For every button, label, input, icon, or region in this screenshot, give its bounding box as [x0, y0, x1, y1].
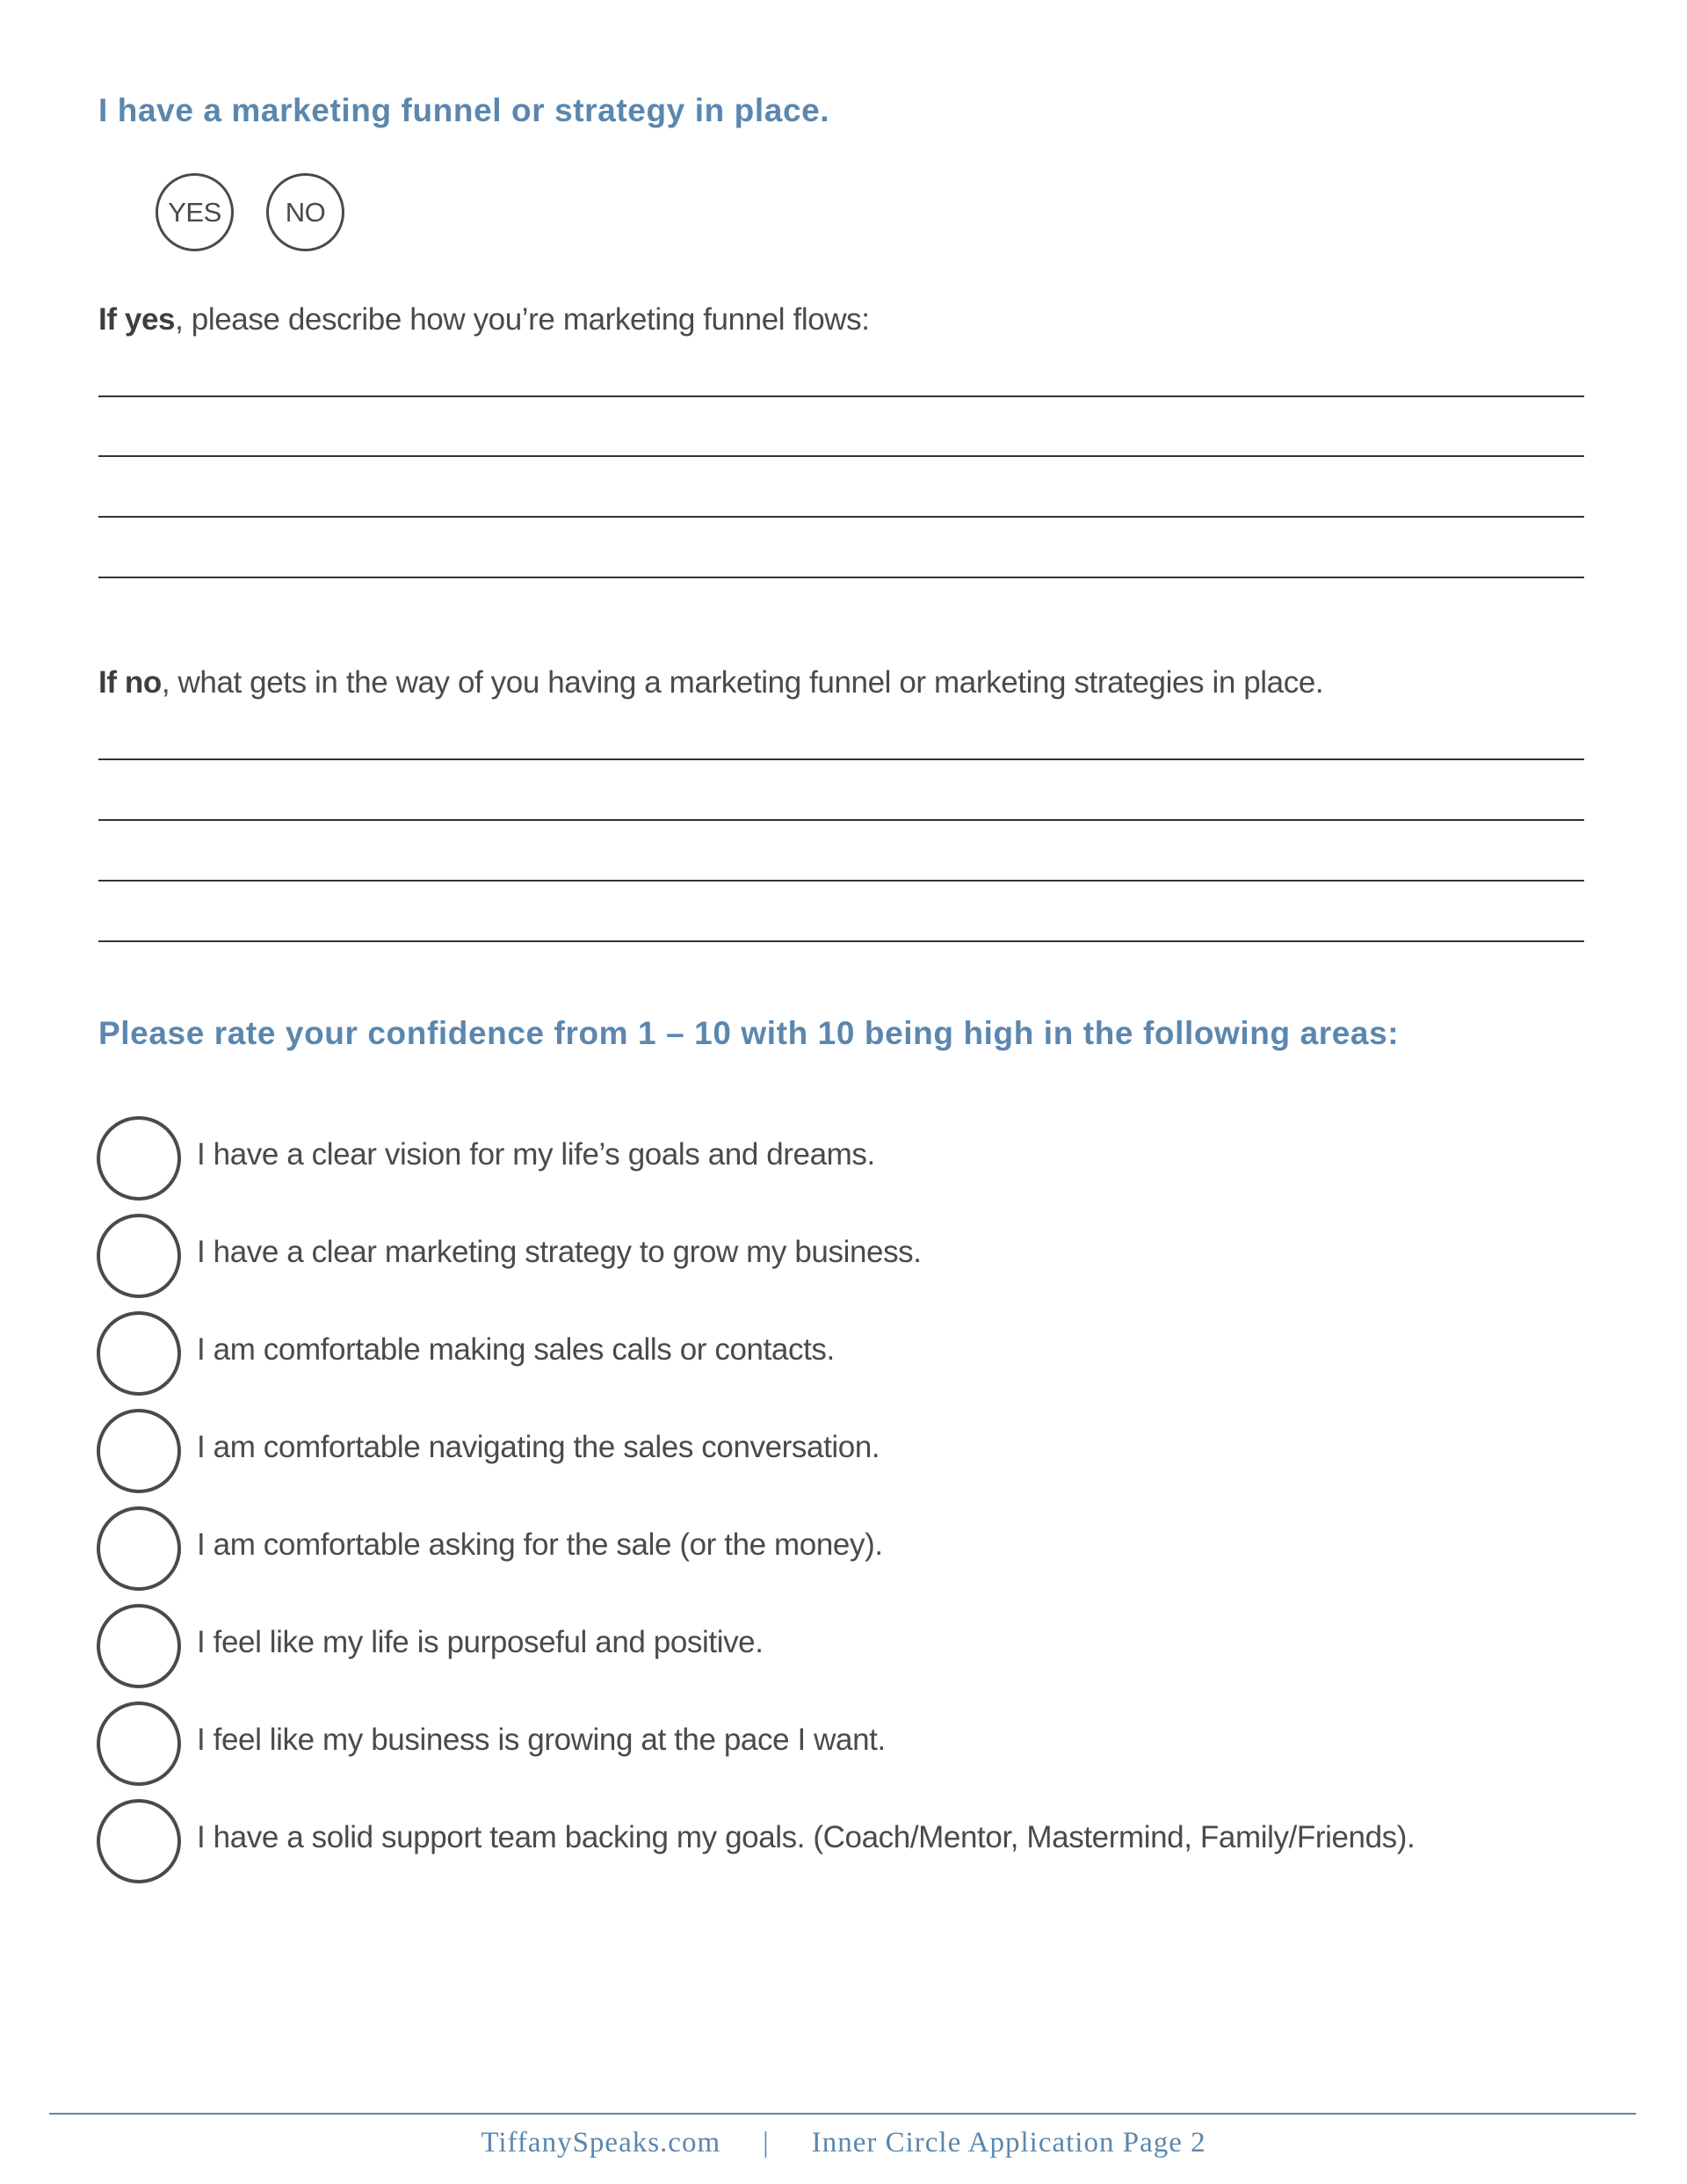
rating-circle[interactable]	[97, 1506, 181, 1591]
rating-label: I am comfortable asking for the sale (or the money).	[197, 1527, 883, 1562]
yes-answer-line-4[interactable]	[98, 577, 1584, 578]
rating-item	[97, 1701, 1590, 1786]
rating-circle[interactable]	[97, 1214, 181, 1298]
rating-label: I feel like my life is purposeful and positive.	[197, 1625, 764, 1659]
rating-item	[97, 1604, 1590, 1688]
no-answer-line-3[interactable]	[98, 880, 1584, 882]
rating-circle[interactable]	[97, 1604, 181, 1688]
rating-circle[interactable]	[97, 1701, 181, 1786]
page-footer	[0, 2127, 1687, 2159]
rating-circle[interactable]	[97, 1116, 181, 1201]
rating-circle[interactable]	[97, 1409, 181, 1493]
yes-answer-line-3[interactable]	[98, 516, 1584, 518]
yes-prompt-bold: If yes	[98, 302, 176, 337]
no-answer-line-1[interactable]	[98, 758, 1584, 760]
yes-prompt	[98, 302, 870, 337]
rating-label: I am comfortable making sales calls or contacts.	[197, 1332, 835, 1367]
section2-heading: Please rate your confidence from 1 – 10 with 10 being high in the following areas:	[98, 1015, 1400, 1051]
yes-prompt-text: , please describe how you’re marketing funnel flows:	[175, 302, 870, 337]
footer-site: TiffanySpeaks.com	[481, 2127, 721, 2159]
rating-label: I have a clear vision for my life’s goals and dreams.	[197, 1137, 875, 1172]
rating-item	[97, 1116, 1590, 1201]
rating-circle[interactable]	[97, 1799, 181, 1883]
footer-divider	[49, 2113, 1636, 2115]
no-option[interactable]: NO	[266, 173, 344, 251]
yes-option[interactable]: YES	[156, 173, 234, 251]
no-prompt-text: , what gets in the way of you having a marketing funnel or marketing strategies in place.	[161, 665, 1324, 700]
rating-item	[97, 1311, 1590, 1396]
rating-label: I feel like my business is growing at the pace I want.	[197, 1723, 886, 1757]
no-answer-line-4[interactable]	[98, 940, 1584, 942]
yes-answer-line-2[interactable]	[98, 455, 1584, 457]
footer-separator: |	[763, 2127, 770, 2159]
rating-label: I am comfortable navigating the sales conversation.	[197, 1430, 880, 1464]
rating-label: I have a clear marketing strategy to grow my business.	[197, 1235, 922, 1269]
rating-label: I have a solid support team backing my goals. (Coach/Mentor, Mastermind, Family/Friends).	[197, 1820, 1415, 1854]
footer-page-label: Inner Circle Application Page 2	[811, 2127, 1206, 2159]
yes-answer-line-1[interactable]	[98, 395, 1584, 397]
rating-circle[interactable]	[97, 1311, 181, 1396]
rating-item	[97, 1409, 1590, 1493]
no-prompt	[98, 665, 1323, 700]
no-prompt-bold: If no	[98, 665, 162, 700]
rating-item	[97, 1799, 1590, 1883]
no-answer-line-2[interactable]	[98, 819, 1584, 821]
rating-item	[97, 1506, 1590, 1591]
section1-heading: I have a marketing funnel or strategy in place.	[98, 92, 830, 128]
rating-item	[97, 1214, 1590, 1298]
